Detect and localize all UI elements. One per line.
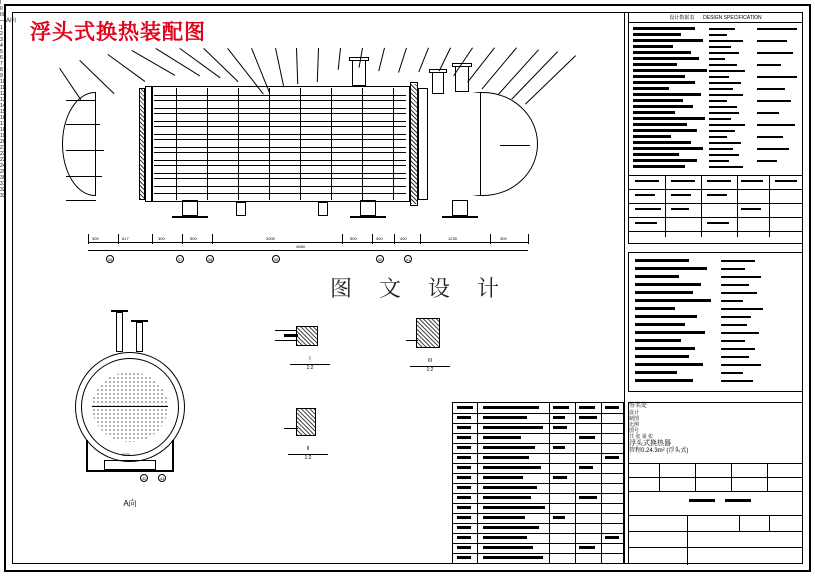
balloon-label: 32 [0, 187, 6, 193]
saddle-base-far-right [442, 216, 478, 218]
sheet-vertical-divider [624, 13, 625, 564]
saddle-base-left [172, 216, 208, 218]
tube-line [154, 100, 406, 101]
right-head-edge [480, 92, 481, 196]
dim-label: 300 [158, 236, 165, 241]
dim-label: 1235 [448, 236, 457, 241]
detail-ii-lead [284, 428, 298, 429]
balloon-circle: 41 [405, 257, 411, 262]
a-view-nozzle-left-flange [111, 310, 128, 312]
watermark-text: 图 文 设 计 [330, 277, 509, 302]
section-marker-ii: II [0, 6, 3, 12]
detail-i-leadline [275, 330, 297, 331]
balloon-label: 14 [0, 103, 6, 109]
baffle [207, 88, 208, 200]
balloon-label: 16 [0, 115, 6, 121]
nozzle-top-2 [432, 72, 444, 94]
nozzle-bottom-2 [318, 202, 328, 216]
dim-label: 300 [92, 236, 99, 241]
a-view-partition-plate [92, 406, 168, 407]
page-title: 浮头式换热装配图 [30, 20, 206, 44]
dim-label: 617 [122, 236, 129, 241]
tube-line [154, 152, 406, 153]
detail-ii-label: II [306, 446, 310, 452]
balloon-label: 20 [0, 139, 6, 145]
a-view-angle-label: 120° [122, 452, 131, 457]
right-head-mask [428, 93, 480, 195]
title-block-cell: 制图 [629, 416, 640, 422]
spec-header [629, 13, 802, 23]
title-block-cell: 图号 [629, 428, 640, 434]
tube-line [154, 178, 406, 179]
section-marker-i: I [0, 0, 2, 6]
baffle [393, 88, 394, 200]
dim-total-label: 4580 [296, 244, 305, 249]
a-view-balloon: 43 [159, 476, 165, 481]
balloon-label: 31 [0, 181, 6, 187]
balloon-label: 9 [0, 73, 3, 79]
detail-i-label: I [309, 356, 311, 362]
title-block-cell: 比例 [629, 422, 640, 428]
left-flange-hatch [140, 89, 144, 199]
detail-iii-lead [406, 340, 418, 341]
dim-label: 400 [400, 236, 407, 241]
section-marker-iii: III [0, 12, 5, 18]
saddle-support-right [360, 200, 376, 216]
detail-ii-hatch [297, 409, 315, 435]
detail-iii-label: III [427, 358, 433, 364]
balloon-label: 18 [0, 127, 6, 133]
title-block-cell: 设计 [629, 410, 640, 416]
saddle-base-right [350, 216, 386, 218]
balloon-label: 1 [0, 25, 3, 31]
a-view-nozzle-left [116, 312, 123, 352]
baffle [300, 88, 301, 200]
a-view-saddle [104, 460, 156, 470]
balloon-label: 17 [0, 121, 6, 127]
balloon-label: 3 [0, 37, 3, 43]
nozzle-bottom-1 [236, 202, 246, 216]
baffle [238, 88, 239, 200]
drawing-name: 浮头式换热器 [629, 440, 671, 447]
a-view-nozzle-right [136, 322, 143, 352]
tube-line [154, 160, 406, 161]
tube-line [154, 173, 406, 174]
balloon-label: 5 [0, 49, 3, 55]
a-view-balloon: 42 [141, 476, 147, 481]
tube-line [154, 147, 406, 148]
detail-i-scale: 1:2 [290, 364, 330, 371]
balloon-label: 30 [0, 175, 6, 181]
balloon-label: 22 [0, 151, 6, 157]
tube-line [154, 108, 406, 109]
a-view-tube-field [92, 372, 168, 442]
right-flange-hatch [411, 84, 417, 204]
floating-head-cover [418, 88, 428, 200]
design-specification-panel [628, 12, 803, 244]
spec-header-en: DESIGN SPECIFICATION [703, 15, 762, 21]
technical-notes-panel [628, 252, 803, 392]
balloon-label: 4 [0, 43, 3, 49]
balloon-label: 15 [0, 109, 6, 115]
balloon-label: 11 [0, 85, 6, 91]
balloon-circle: 36 [107, 257, 113, 262]
a-view-nozzle-right-flange [131, 320, 148, 322]
tube-line [154, 121, 406, 122]
tube-line [154, 95, 406, 96]
balloon-label: 8 [0, 67, 3, 73]
balloon-circle: 40 [377, 257, 383, 262]
bom-table [452, 402, 624, 564]
balloon-label: 10 [0, 79, 6, 85]
left-head-mask [95, 92, 129, 196]
detail-ii-scale: 1:2 [288, 454, 328, 461]
shell-barrel [152, 86, 410, 202]
a-view-label: A向 [123, 499, 137, 508]
balloon-label: 2 [0, 31, 3, 37]
tube-line [154, 193, 406, 194]
balloon-label: 12 [0, 91, 6, 97]
detail-iii-hatch [417, 319, 439, 347]
balloon-label: 13 [0, 97, 6, 103]
a-view-base-plate [86, 470, 174, 472]
tube-line [154, 134, 406, 135]
balloon-label: 23 [0, 157, 6, 163]
baffle [176, 88, 177, 200]
view-direction-a-line [500, 145, 530, 146]
dim-label: 300 [500, 236, 507, 241]
dim-label: 300 [376, 236, 383, 241]
balloon-label: 6 [0, 55, 3, 61]
title-block-stamp: 签名处 [629, 403, 648, 409]
balloon-circle: 39 [273, 257, 279, 262]
balloon-label: 24 [0, 163, 6, 169]
tube-line [154, 139, 406, 140]
title-block [628, 402, 803, 564]
title-block-cell: 共 张 第 张 [629, 434, 654, 440]
dim-label: 2000 [266, 236, 275, 241]
detail-i-hatch [297, 327, 317, 345]
tube-line [154, 126, 406, 127]
balloon-label: 7 [0, 61, 3, 67]
dim-label: 500 [350, 236, 357, 241]
tube-line [154, 165, 406, 166]
left-head-edge [95, 92, 96, 196]
tube-line [154, 113, 406, 114]
baffle [269, 88, 270, 200]
balloon-label: 21 [0, 145, 6, 151]
saddle-support-left [182, 200, 198, 216]
saddle-support-far-right [452, 200, 468, 216]
balloon-circle: 38 [207, 257, 213, 262]
a-view-leg-left [86, 440, 88, 470]
baffle [362, 88, 363, 200]
balloon-circle: 37 [177, 257, 183, 262]
spec-header-cn: 设计数据表 [669, 15, 695, 21]
baffle [331, 88, 332, 200]
balloon-label: 19 [0, 133, 6, 139]
detail-iii-scale: 1:2 [410, 366, 450, 373]
detail-i-leadline2 [275, 340, 297, 341]
tube-line [154, 186, 406, 187]
view-direction-a-label: —A向 [0, 18, 17, 24]
left-tubesheet [145, 86, 152, 202]
balloon-label: 29 [0, 169, 6, 175]
a-view-leg-right [172, 440, 174, 470]
dim-label: 500 [190, 236, 197, 241]
detail-i-stud [284, 334, 298, 337]
balloon-label: 33 [0, 193, 6, 199]
drawing-spec-line: 管程0.24.3m² (浮头式) [629, 448, 689, 454]
